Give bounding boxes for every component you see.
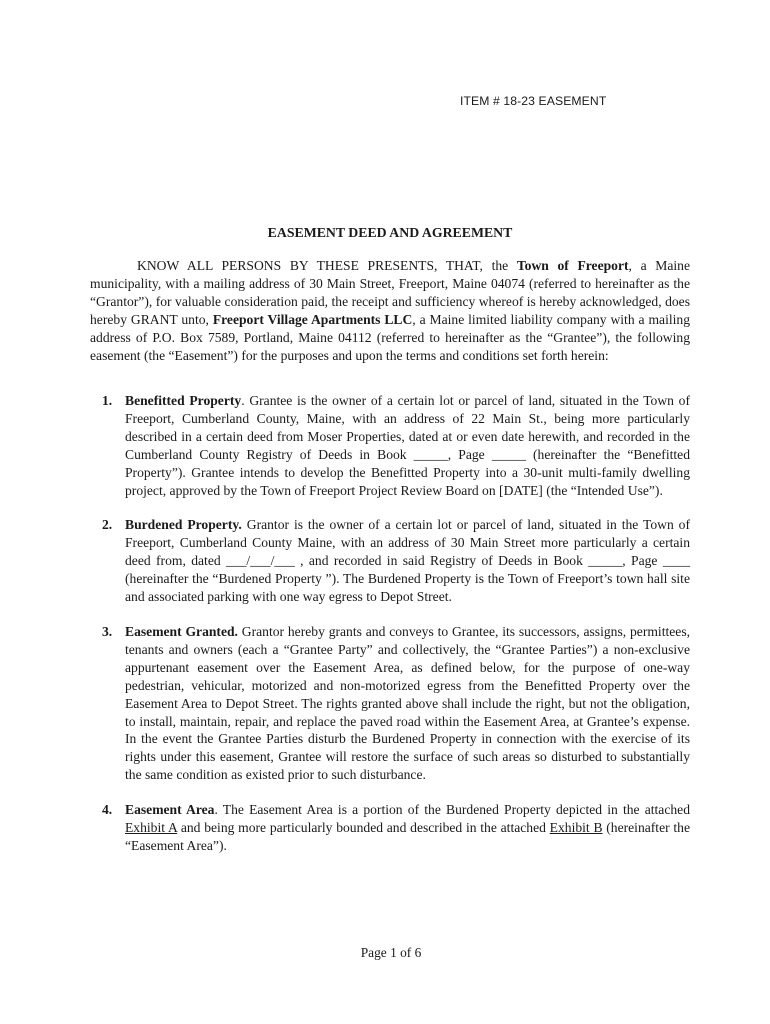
item-header: ITEM # 18-23 EASEMENT [460,94,607,108]
page-number: Page 1 of 6 [360,945,422,960]
section-easement-granted [90,623,690,784]
intro-text-3: , a Maine limited liability company with a mailing address of P.O. Box 7589, Portland, Maine 04112 (referred to hereinafter as the “Grantee”), the following easement (the “Easement”) for the purposes and upon the terms and conditions set forth herein: [90,311,690,363]
document-title: EASEMENT DEED AND AGREEMENT [267,225,513,240]
section-list [90,392,690,872]
section-body: . The Easement Area is a portion of the Burdened Property depicted in the attached [214,802,690,818]
section-body: . Grantee is the owner of a certain lot or parcel of land, situated in the Town of Freeport, Cumberland County, Maine, with an address of 22 Main St., being more particularly described in a certain deed from Moser Properties, dated at or even date herewith, and recorded in the Cumberland County Registry of Deeds in Book _____, Page _____ (hereinafter the “Benefitted Property”). Grantee intends to develop the Benefitted Property into a 30-unit multi-family dwelling project, approved by the Town of Freeport Project Review Board on [DATE] (the “Intended Use”). [125,393,690,498]
section-heading: Easement Granted. [125,623,238,639]
intro-text-1: KNOW ALL PERSONS BY THESE PRESENTS, THAT, the [137,258,517,273]
section-benefitted-property [90,392,690,499]
grantor-name: Town of Freeport [516,258,629,273]
section-easement-area [90,801,690,855]
section-number: 4. [102,802,113,818]
section-body: and being more particularly bounded and described in the attached [177,820,550,836]
section-body: (hereinafter the “Easement Area”). [125,820,690,853]
section-heading: Burdened Property. [125,517,242,533]
section-number: 3. [102,623,113,639]
intro-text-2: , a Maine municipality, with a mailing address of 30 Main Street, Freeport, Maine 04074 (referred to hereinafter as the “Grantor”), for valuable consideration paid, the receipt and sufficiency whereof is hereby acknowledged, does hereby GRANT unto, [90,258,690,327]
section-heading: Easement Area [125,802,215,818]
exhibit-b-reference: Exhibit B [549,820,603,836]
section-burdened-property [90,516,690,606]
section-number: 2. [102,517,113,533]
section-heading: Benefitted Property [125,393,242,408]
section-number: 1. [102,393,113,408]
exhibit-a-reference: Exhibit A [125,820,178,836]
grantee-name: Freeport Village Apartments LLC [212,311,413,327]
intro-paragraph [90,257,690,364]
section-body: Grantor is the owner of a certain lot or parcel of land, situated in the Town of Freeport, Cumberland County Maine, with an address of 30 Main Street more particularly a certain deed from, dated ___/___/___ , and recorded in said Registry of Deeds in Book _____, Page ____ (hereinafter the “Burdened Property ”). The Burdened Property is the Town of Freeport’s town hall site and associated parking with one way egress to Depot Street. [125,517,691,605]
section-body: Grantor hereby grants and conveys to Grantee, its successors, assigns, permittees, tenants and owners (each a “Grantee Party” and collectively, the “Grantee Parties”) a non-exclusive appurtenant easement over the Easement Area, as defined below, for the purpose of one-way pedestrian, vehicular, motorized and non-motorized egress from the Benefitted Property over the Easement Area to Depot Street. The rights granted above shall include the right, but not the obligation, to install, maintain, repair, and replace the paved road within the Easement Area, at Grantee’s expense. In the event the Grantee Parties disturb the Burdened Property in connection with the exercise of its rights under this easement, Grantee will restore the surface of such areas so disturbed to substantially the same condition as existed prior to such disturbance. [125,623,691,783]
